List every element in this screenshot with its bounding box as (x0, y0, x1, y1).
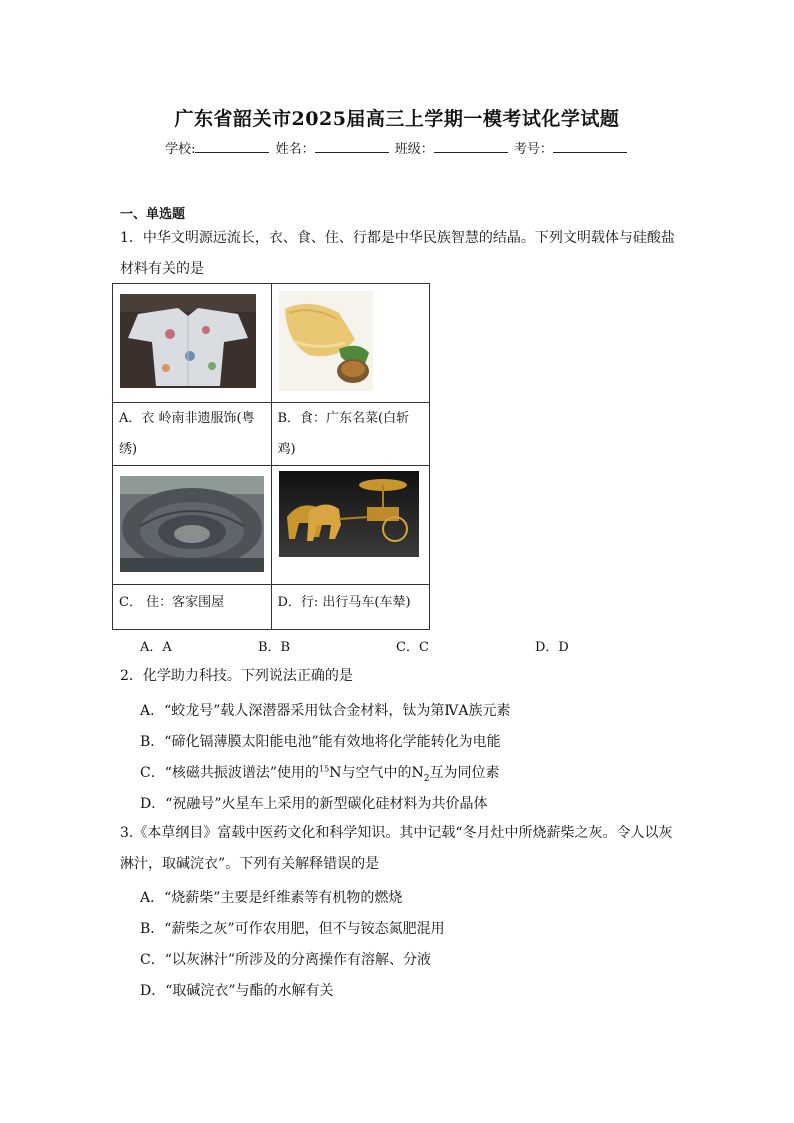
class-label: 班级： (394, 142, 434, 157)
name-blank[interactable] (315, 139, 389, 153)
q1-option-b[interactable]: B．B (258, 640, 291, 655)
q3-stem-line1: 3.《本草纲目》富载中医药文化和科学知识。其中记载“冬月灶中所烧薪柴之灰。令人以灰 (120, 825, 673, 841)
q2-option-c[interactable]: C．“核磁共振波谱法”使用的$^{15}$N与空气中的$N_2$互为同位素 (140, 764, 500, 784)
exam-no-blank[interactable] (553, 139, 627, 153)
q1-image-c-cell (113, 466, 272, 585)
q1-stem (120, 223, 680, 285)
q1-caption-c: C． 住：客家围屋 (113, 585, 272, 630)
q1-option-a[interactable]: A．A (140, 640, 172, 655)
q1-caption-b: B．食：广东名菜(白斩 鸡) (271, 403, 430, 466)
school-label: 学校: (165, 142, 196, 157)
q1-option-c[interactable]: C．C (396, 640, 429, 655)
school-blank[interactable] (195, 139, 269, 153)
q1-image-d-cell (271, 466, 430, 585)
q2-option-b[interactable]: B．“碲化镉薄膜太阳能电池”能有效地将化学能转化为电能 (140, 734, 501, 750)
q3-option-d[interactable]: D．“取碱浣衣”与酯的水解有关 (140, 983, 334, 999)
q1-image-table (112, 283, 430, 630)
white-cut-chicken-image (279, 291, 373, 391)
embroidered-robe-image (120, 294, 256, 388)
q1-options (140, 636, 620, 656)
q3-option-c[interactable]: C．“以灰淋汁”所涉及的分离操作有溶解、分液 (140, 952, 432, 968)
q3-option-b[interactable]: B．“薪柴之灰”可作农用肥，但不与铵态氮肥混用 (140, 921, 445, 937)
q1-caption-a: A．衣 岭南非遗服饰(粤 绣) (113, 403, 272, 466)
q1-image-b-cell (271, 284, 430, 403)
exam-no-label: 考号： (513, 142, 553, 157)
section-title: 一、单选题 (120, 207, 186, 222)
q2-stem: 2．化学助力科技。下列说法正确的是 (120, 668, 353, 684)
q3-option-a[interactable]: A．“烧薪柴”主要是纤维素等有机物的燃烧 (140, 890, 403, 906)
q1-caption-d: D．行: 出行马车(车辇) (271, 585, 430, 630)
q2-option-a[interactable]: A．“蛟龙号”载人深潜器采用钛合金材料，钛为第ⅣA族元素 (140, 703, 511, 719)
q1-option-d[interactable]: D．D (535, 640, 569, 655)
q1-stem-line1: 1．中华文明源远流长，衣、食、住、行都是中华民族智慧的结晶。下列文明载体与硅酸盐 (120, 230, 675, 246)
q3-stem (120, 818, 680, 880)
class-blank[interactable] (434, 139, 508, 153)
exam-title: 广东省韶关市2025届高三上学期一模考试化学试题 (174, 108, 620, 130)
q2-option-d[interactable]: D．“祝融号”火星车上采用的新型碳化硅材料为共价晶体 (140, 796, 488, 812)
name-label: 姓名： (275, 142, 315, 157)
student-info-line (0, 138, 794, 157)
q1-stem-line2: 材料有关的是 (120, 261, 204, 277)
bronze-chariot-image (279, 471, 419, 557)
hakka-roundhouse-image (120, 476, 264, 572)
q3-stem-line2: 淋汁，取碱浣衣”。下列有关解释错误的是 (120, 856, 380, 872)
q1-image-a-cell (113, 284, 272, 403)
